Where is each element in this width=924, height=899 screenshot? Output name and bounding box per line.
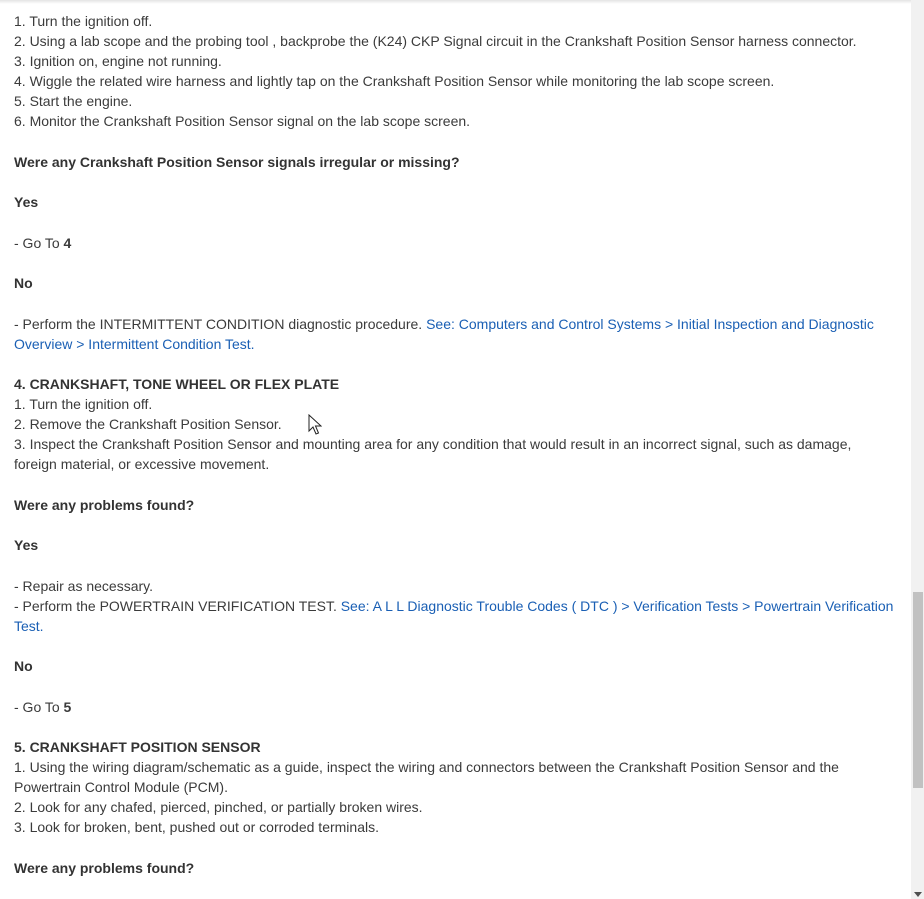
goto-prefix-2: - Go To [14,698,64,715]
step5-line-2: 2. Look for any chafed, pierced, pinched, or partially broken wires. [14,799,423,815]
step3-line-6: 6. Monitor the Crankshaft Position Sensor signal on the lab scope screen. [14,113,471,129]
intermittent-condition-link[interactable]: See: Computers and Control Systems > Initial Inspection and Diagnostic Overview > Intermittent Condition Test. [14,315,874,352]
step4-title: 4. CRANKSHAFT, TONE WHEEL OR FLEX PLATE [14,376,340,392]
goto-4-number: 4 [63,234,72,251]
question-problems-1: Were any problems found? [14,496,195,513]
no-label: No [14,275,33,291]
goto-4 [14,233,898,253]
yes-label-2: Yes [14,537,39,553]
question-problems-2: Were any problems found? [14,859,195,876]
document-content [14,11,898,878]
no-label-2: No [14,658,33,674]
powertrain-verification-link[interactable]: See: A L L Diagnostic Trouble Codes ( DTC ) > Verification Tests > Powertrain Verification Test. [14,597,894,634]
goto-prefix: - Go To [14,234,64,251]
repair-text: - Repair as necessary. [14,577,154,594]
step3-line-4: 4. Wiggle the related wire harness and lightly tap on the Crankshaft Position Sensor while monitoring the lab scope screen. [14,73,775,89]
step4-line-1: 1. Turn the ignition off. [14,396,153,412]
step5-line-3: 3. Look for broken, bent, pushed out or corroded terminals. [14,819,379,835]
question-signals: Were any Crankshaft Position Sensor signals irregular or missing? [14,153,460,170]
goto-5-number: 5 [63,698,72,715]
yes-label: Yes [14,194,39,210]
step4-line-3: 3. Inspect the Crankshaft Position Sensor and mounting area for any condition that would result in an incorrect signal, such as damage, foreign material, or excessive movement. [14,436,852,472]
step5-title: 5. CRANKSHAFT POSITION SENSOR [14,739,261,755]
step3-line-1: 1. Turn the ignition off. [14,13,153,29]
vertical-scrollbar[interactable] [911,0,924,899]
scrollbar-thumb[interactable] [913,592,923,788]
verification-procedure [14,596,898,636]
intermittent-text: - Perform the INTERMITTENT CONDITION diagnostic procedure. [14,315,427,332]
intermittent-procedure [14,314,898,354]
step5-line-1: 1. Using the wiring diagram/schematic as a guide, inspect the wiring and connectors between the Crankshaft Position Sensor and the Powertrain Control Module (PCM). [14,759,839,795]
step3-line-3: 3. Ignition on, engine not running. [14,53,222,69]
verify-text: - Perform the POWERTRAIN VERIFICATION TEST. [14,597,341,614]
mouse-pointer-icon [308,414,322,436]
goto-5 [14,697,898,717]
step3-line-2: 2. Using a lab scope and the probing tool , backprobe the (K24) CKP Signal circuit in the Crankshaft Position Sensor harness connector. [14,33,857,49]
top-shadow [0,0,924,4]
step4-line-2: 2. Remove the Crankshaft Position Sensor. [14,416,282,432]
step3-line-5: 5. Start the engine. [14,93,133,109]
scroll-down-arrow-icon[interactable] [914,892,922,897]
